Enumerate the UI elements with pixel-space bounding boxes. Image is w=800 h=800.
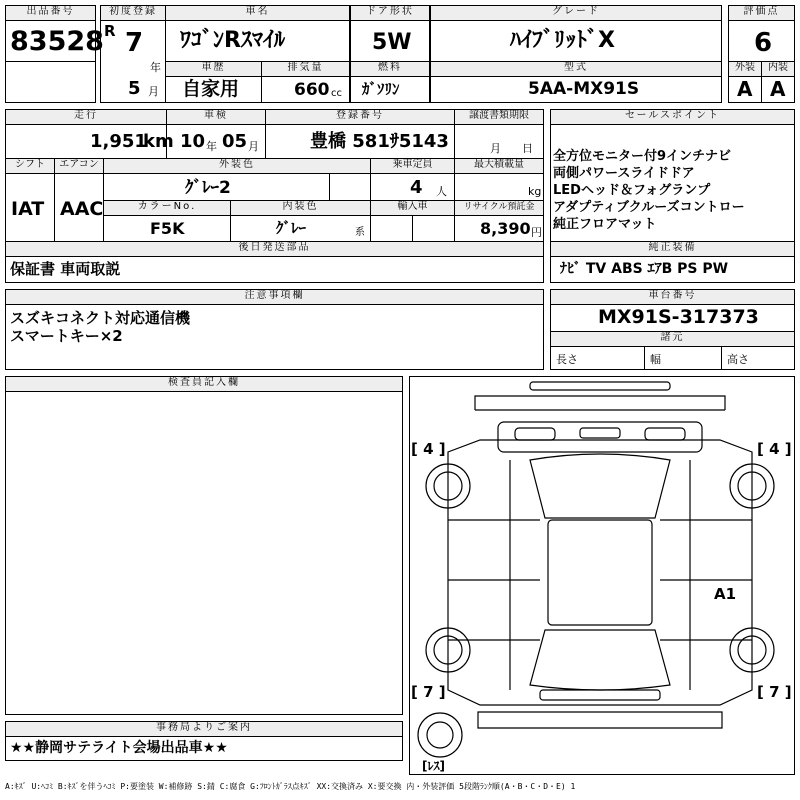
load-unit: kg: [528, 185, 542, 198]
front-right-tire: [ 4 ]: [757, 440, 792, 458]
car-name: ﾜｺﾞﾝRｽﾏｲﾙ: [180, 28, 285, 53]
overall-score: 6: [754, 28, 773, 58]
aircon: AAC: [60, 198, 104, 220]
spec-label: 諸元: [550, 331, 795, 347]
inspection-year-unit: 年: [206, 140, 217, 153]
capacity-label: 乗車定員: [370, 158, 455, 174]
lot-blank-cell: [5, 61, 96, 103]
door-label: ドア形状: [350, 5, 430, 21]
sales-points-label: セールスポイント: [550, 109, 795, 125]
car-name-label: 車名: [165, 5, 350, 21]
recycle-fee: 8,390: [480, 219, 531, 238]
model-label: 型式: [430, 61, 722, 77]
month-unit: 月: [148, 85, 159, 98]
recycle-unit: 円: [531, 226, 542, 239]
displacement-label: 排気量: [261, 61, 350, 77]
inspection-label: 車検: [166, 109, 266, 125]
width-label: 幅: [650, 353, 661, 366]
note-line: スズキコネクト対応通信機: [10, 309, 191, 327]
history-label: 車歴: [165, 61, 262, 77]
interior-label: 内装: [761, 61, 795, 77]
int-color: ｸﾞﾚｰ: [276, 219, 307, 237]
ext-color-extra-cell: [329, 173, 371, 201]
recycle-label: リサイクル預託金: [454, 200, 544, 216]
plate-number: 豊橋 581ｻ5143: [310, 131, 449, 152]
grade: ﾊｲﾌﾞﾘｯﾄﾞX: [510, 28, 615, 53]
length-label: 長さ: [556, 353, 578, 366]
mileage-unit: km: [143, 131, 174, 152]
office-message: ★★静岡サテライト会場出品車★★: [10, 740, 228, 756]
mileage-label: 走行: [5, 109, 167, 125]
interior-grade: A: [770, 77, 786, 101]
first-reg-label: 初度登録: [100, 5, 166, 21]
transfer-day-unit: 日: [522, 142, 533, 155]
shift: IAT: [11, 198, 45, 220]
later-parts-label: 後日発送部品: [5, 241, 544, 257]
ext-color-label: 外装色: [103, 158, 371, 174]
year-unit: 年: [150, 61, 161, 74]
notes-label: 注意事項欄: [5, 289, 544, 305]
color-no: F5K: [150, 219, 185, 238]
displacement: 660: [294, 80, 330, 100]
inspection-month: 05: [222, 131, 248, 152]
color-no-label: カラーNo.: [103, 200, 231, 216]
exterior-label: 外装: [728, 61, 762, 77]
office-label: 事務局よりご案内: [5, 721, 403, 737]
import-cell-b: [412, 215, 455, 242]
reg-month: 5: [128, 78, 141, 99]
spare-tire: [ﾚｽ]: [422, 759, 445, 773]
height-label: 高さ: [727, 353, 749, 366]
transfer-month-unit: 月: [490, 142, 501, 155]
import-cell-a: [370, 215, 413, 242]
rear-left-tire: [ 7 ]: [411, 683, 446, 701]
chassis-label: 車台番号: [550, 289, 795, 305]
shift-label: シフト: [5, 158, 55, 174]
inspection-month-unit: 月: [248, 140, 259, 153]
damage-diagram: [409, 376, 795, 775]
history: 自家用: [182, 78, 240, 100]
sales-point-line: LEDヘッド＆フォグランプ: [553, 183, 711, 198]
inspector-label: 検査員記入欄: [5, 376, 403, 392]
rear-right-tire: [ 7 ]: [757, 683, 792, 701]
reg-year: 7: [125, 28, 144, 58]
model-code: 5AA-MX91S: [528, 79, 640, 99]
sales-point-line: 純正フロアマット: [553, 217, 657, 232]
capacity: 4: [410, 177, 423, 198]
inspector-area: [5, 391, 403, 715]
int-color-label: 内装色: [230, 200, 371, 216]
equipment-label: 純正装備: [550, 241, 795, 257]
cc-unit: cc: [331, 88, 342, 99]
fuel: ｶﾞｿﾘﾝ: [362, 80, 400, 98]
chassis-number: MX91S-317373: [598, 306, 759, 328]
legend: A:ｷｽﾞ U:ﾍｺﾐ B:ｷｽﾞを伴うﾍｺﾐ P:要塗装 W:補修跡 S:錆 C:腐食 G:ﾌﾛﾝﾄｶﾞﾗｽ点ｷｽﾞ XX:交換済み X:要交換 内・外装評価 5段階ﾗﾝｸ順(A・B・C・D・E) 1: [5, 782, 576, 791]
transfer-deadline-label: 譲渡書類期限: [454, 109, 544, 125]
door-type: 5W: [372, 30, 412, 55]
score-label: 評価点: [728, 5, 795, 21]
exterior-grade: A: [737, 77, 753, 101]
sales-point-line: アダプティブクルーズコントロー: [553, 200, 745, 215]
plate-label: 登録番号: [265, 109, 455, 125]
mileage: 1,951: [90, 131, 147, 152]
note-line: スマートキー×2: [10, 327, 123, 345]
ext-color: ｸﾞﾚｰ2: [185, 178, 231, 198]
int-color-suffix: 系: [355, 227, 365, 238]
sales-point-line: 全方位モニター付9インチナビ: [553, 149, 732, 164]
inspection-year: 10: [180, 131, 206, 152]
front-left-tire: [ 4 ]: [411, 440, 446, 458]
import-label: 輸入車: [370, 200, 455, 216]
aircon-label: エアコン: [54, 158, 104, 174]
lot-number-label: 出品番号: [5, 5, 96, 21]
sales-point-line: 両側パワースライドドア: [553, 166, 695, 181]
damage-mark-a1: A1: [714, 585, 737, 603]
grade-label: グレード: [430, 5, 722, 21]
max-load-label: 最大積載量: [454, 158, 544, 174]
era-mark: R: [104, 22, 116, 40]
capacity-unit: 人: [436, 185, 447, 198]
lot-number: 83528: [10, 26, 104, 57]
fuel-label: 燃料: [350, 61, 430, 77]
equipment: ﾅﾋﾞ TV ABS ｴｱB PS PW: [560, 261, 729, 277]
later-parts: 保証書 車両取説: [10, 260, 121, 278]
